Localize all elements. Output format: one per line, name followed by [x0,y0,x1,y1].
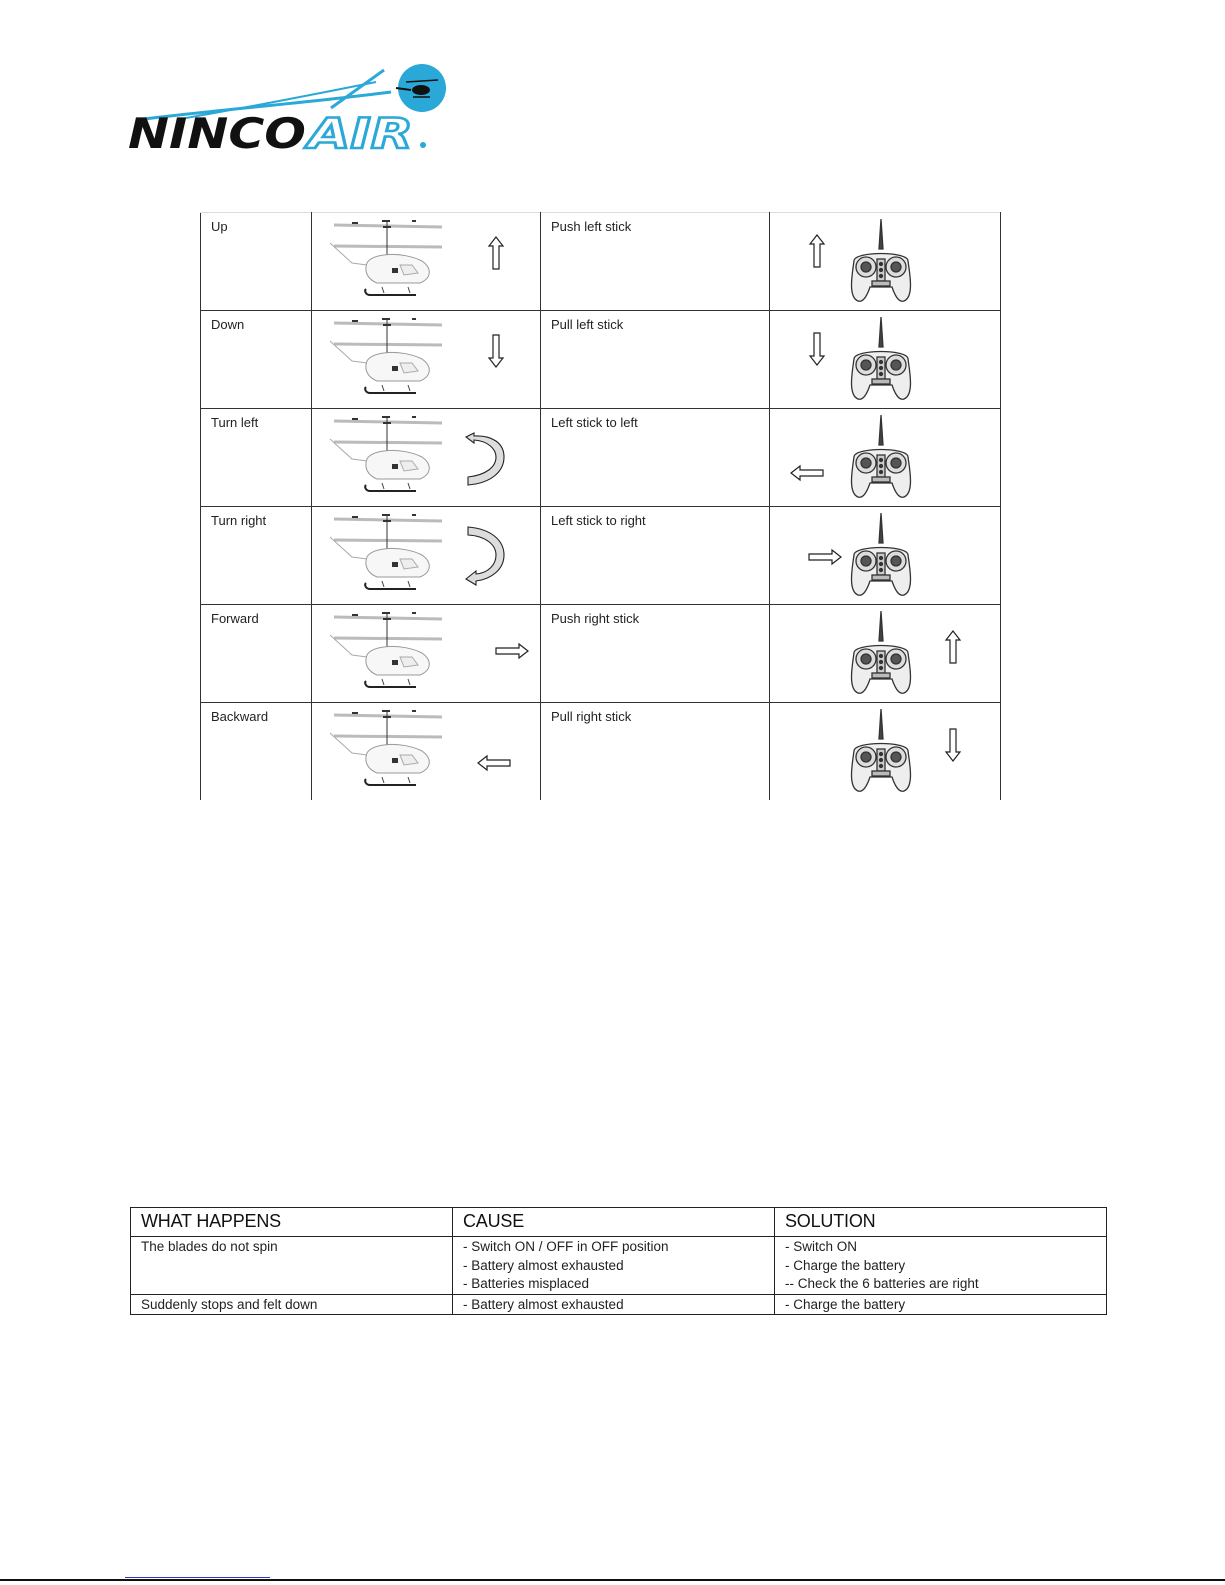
helicopter-illustration [312,507,541,605]
motion-arrow-icon [489,237,503,269]
cause-line: - Battery almost exhausted [463,1296,624,1312]
table-row [201,605,1001,703]
stick-action-text: Push left stick [541,213,770,311]
cause-cell [453,1294,775,1315]
solution-line: - Switch ON [785,1239,858,1254]
helicopter-illustration [312,605,541,703]
header-cause: CAUSE [453,1208,775,1237]
solution-cell [775,1237,1107,1295]
table-row [201,507,1001,605]
cause-line: - Battery almost exhausted [463,1257,624,1273]
table-row [201,213,1001,311]
stick-action-text: Pull left stick [541,311,770,409]
svg-text:NINCO: NINCO [128,109,306,158]
motion-arrow-icon [466,527,504,585]
header-what-happens: WHAT HAPPENS [131,1208,453,1237]
transmitter-illustration [770,213,1001,311]
header-solution: SOLUTION [775,1208,1107,1237]
transmitter-illustration [770,311,1001,409]
transmitter-illustration [770,703,1001,801]
solution-line: - Charge the battery [785,1257,906,1273]
maneuver-label: Turn left [201,409,312,507]
table-row [201,409,1001,507]
helicopter-illustration [312,213,541,311]
motion-arrow-icon [489,335,503,367]
stick-direction-arrow-icon [810,333,824,365]
ninco-air-logo [126,62,456,158]
what-happens-cell: Suddenly stops and felt down [131,1294,453,1315]
stick-direction-arrow-icon [946,729,960,761]
solution-line: -- Check the 6 batteries are right [785,1276,979,1291]
stick-action-text: Left stick to left [541,409,770,507]
table-row [201,311,1001,409]
maneuver-label: Down [201,311,312,409]
motion-arrow-icon [466,433,504,485]
table-row [201,703,1001,801]
solution-line: - Charge the battery [785,1296,906,1312]
stick-direction-arrow-icon [791,466,823,480]
what-happens-cell: The blades do not spin [131,1237,453,1295]
cause-line: - Batteries misplaced [463,1276,590,1291]
stick-action-text: Push right stick [541,605,770,703]
motion-arrow-icon [478,756,510,770]
cause-cell [453,1237,775,1295]
troubleshooting-header-row [131,1208,1107,1237]
troubleshooting-table [130,1207,1107,1315]
motion-arrow-icon [496,644,528,658]
flight-controls-table [200,212,1001,800]
page-bottom-rule [0,1579,1225,1581]
stick-direction-arrow-icon [810,235,824,267]
stick-direction-arrow-icon [946,631,960,663]
helicopter-illustration [312,311,541,409]
transmitter-illustration [770,605,1001,703]
maneuver-label: Forward [201,605,312,703]
maneuver-label: Backward [201,703,312,801]
transmitter-illustration [770,409,1001,507]
helicopter-illustration [312,703,541,801]
svg-text:AIR: AIR [304,109,413,158]
stick-action-text: Pull right stick [541,703,770,801]
helicopter-illustration [312,409,541,507]
transmitter-illustration [770,507,1001,605]
stick-direction-arrow-icon [809,550,841,564]
table-row [131,1237,1107,1295]
stick-action-text: Left stick to right [541,507,770,605]
maneuver-label: Up [201,213,312,311]
footer-link-underline [125,1577,270,1578]
cause-line: - Switch ON / OFF in OFF position [463,1239,669,1254]
maneuver-label: Turn right [201,507,312,605]
solution-cell [775,1294,1107,1315]
table-row [131,1294,1107,1315]
